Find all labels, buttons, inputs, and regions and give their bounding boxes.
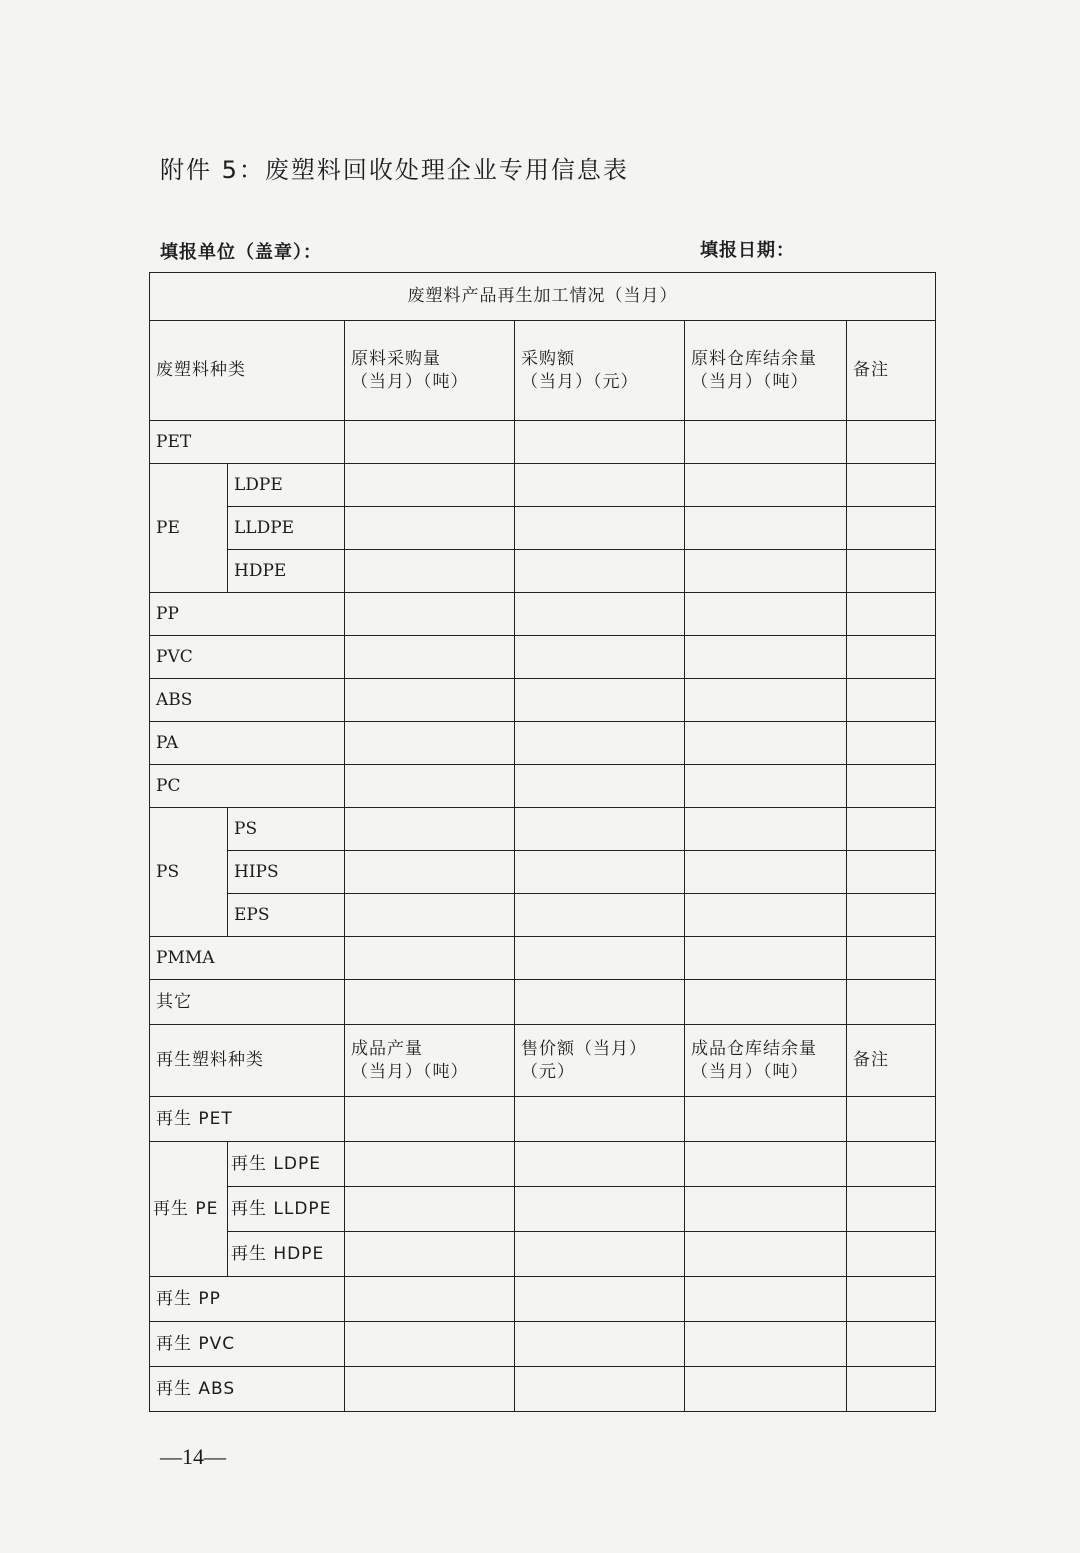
table-caption: 废塑料产品再生加工情况（当月） — [150, 273, 936, 321]
cell-input[interactable] — [515, 636, 685, 679]
cell-input[interactable] — [847, 1142, 936, 1187]
row-label-other: 其它 — [150, 980, 345, 1025]
cell-input[interactable] — [345, 1187, 515, 1232]
cell-input[interactable] — [847, 851, 936, 894]
cell-input[interactable] — [685, 421, 847, 464]
table-row — [150, 636, 936, 679]
cell-input[interactable] — [515, 550, 685, 593]
cell-input[interactable] — [847, 464, 936, 507]
row-label-pvc: PVC — [150, 636, 345, 679]
cell-input[interactable] — [345, 421, 515, 464]
table-row — [150, 980, 936, 1025]
row-label-ldpe: LDPE — [228, 464, 345, 507]
cell-input[interactable] — [685, 636, 847, 679]
row-label-recycled-ldpe: 再生 LDPE — [228, 1142, 345, 1187]
cell-input[interactable] — [847, 1322, 936, 1367]
info-table — [149, 272, 936, 1412]
cell-input[interactable] — [847, 937, 936, 980]
row-group-pe: PE — [150, 464, 228, 593]
cell-input[interactable] — [515, 894, 685, 937]
table-row — [150, 1097, 936, 1142]
row-label-lldpe: LLDPE — [228, 507, 345, 550]
cell-input[interactable] — [847, 1187, 936, 1232]
cell-input[interactable] — [515, 765, 685, 808]
table-row — [150, 894, 936, 937]
row-label-hdpe: HDPE — [228, 550, 345, 593]
row-label-pa: PA — [150, 722, 345, 765]
row-label-ps: PS — [228, 808, 345, 851]
cell-input[interactable] — [345, 1277, 515, 1322]
raw-stock-header: 原料仓库结余量 （当月）（吨） — [685, 321, 847, 421]
purchase-qty-header: 原料采购量 （当月）（吨） — [345, 321, 515, 421]
cell-input[interactable] — [515, 980, 685, 1025]
document-title: 附件 5：废塑料回收处理企业专用信息表 — [160, 156, 629, 184]
cell-input[interactable] — [685, 1142, 847, 1187]
table-row — [150, 593, 936, 636]
row-label-recycled-abs: 再生 ABS — [150, 1367, 345, 1412]
cell-input[interactable] — [515, 593, 685, 636]
cell-input[interactable] — [345, 593, 515, 636]
cell-input[interactable] — [685, 980, 847, 1025]
cell-input[interactable] — [685, 765, 847, 808]
row-label-eps: EPS — [228, 894, 345, 937]
table-row — [150, 1277, 936, 1322]
waste-header-row — [150, 321, 936, 421]
table-row — [150, 1187, 936, 1232]
table-row — [150, 765, 936, 808]
cell-input[interactable] — [515, 1097, 685, 1142]
row-group-ps: PS — [150, 808, 228, 937]
table-row — [150, 937, 936, 980]
cell-input[interactable] — [515, 507, 685, 550]
cell-input[interactable] — [685, 894, 847, 937]
cell-input[interactable] — [345, 1142, 515, 1187]
recycled-header-row — [150, 1025, 936, 1097]
waste-type-header: 废塑料种类 — [150, 321, 345, 421]
cell-input[interactable] — [515, 937, 685, 980]
caption-row — [150, 273, 936, 321]
cell-input[interactable] — [685, 851, 847, 894]
cell-input[interactable] — [685, 679, 847, 722]
cell-input[interactable] — [847, 980, 936, 1025]
cell-input[interactable] — [847, 722, 936, 765]
row-label-recycled-pp: 再生 PP — [150, 1277, 345, 1322]
table-row — [150, 1142, 936, 1187]
cell-input[interactable] — [847, 421, 936, 464]
row-label-recycled-pvc: 再生 PVC — [150, 1322, 345, 1367]
cell-input[interactable] — [345, 1097, 515, 1142]
remarks-header: 备注 — [847, 1025, 936, 1097]
fill-date-label: 填报日期： — [700, 240, 795, 261]
row-label-recycled-lldpe: 再生 LLDPE — [228, 1187, 345, 1232]
cell-input[interactable] — [345, 722, 515, 765]
cell-input[interactable] — [685, 808, 847, 851]
cell-input[interactable] — [847, 550, 936, 593]
cell-input[interactable] — [515, 808, 685, 851]
cell-input[interactable] — [515, 421, 685, 464]
cell-input[interactable] — [847, 1277, 936, 1322]
cell-input[interactable] — [847, 894, 936, 937]
cell-input[interactable] — [515, 1232, 685, 1277]
row-label-pmma: PMMA — [150, 937, 345, 980]
cell-input[interactable] — [847, 808, 936, 851]
cell-input[interactable] — [345, 679, 515, 722]
cell-input[interactable] — [345, 851, 515, 894]
cell-input[interactable] — [515, 851, 685, 894]
cell-input[interactable] — [685, 1232, 847, 1277]
table-row — [150, 1322, 936, 1367]
row-label-pc: PC — [150, 765, 345, 808]
cell-input[interactable] — [345, 980, 515, 1025]
table-row — [150, 851, 936, 894]
table-row — [150, 507, 936, 550]
table-row — [150, 421, 936, 464]
product-stock-header: 成品仓库结余量 （当月）（吨） — [685, 1025, 847, 1097]
cell-input[interactable] — [685, 722, 847, 765]
cell-input[interactable] — [345, 507, 515, 550]
row-label-abs: ABS — [150, 679, 345, 722]
remarks-header: 备注 — [847, 321, 936, 421]
cell-input[interactable] — [345, 894, 515, 937]
page-number: —14— — [160, 1444, 226, 1469]
cell-input[interactable] — [345, 1232, 515, 1277]
cell-input[interactable] — [685, 1367, 847, 1412]
cell-input[interactable] — [515, 679, 685, 722]
table-row — [150, 1367, 936, 1412]
table-row — [150, 464, 936, 507]
cell-input[interactable] — [515, 1142, 685, 1187]
purchase-amount-header: 采购额 （当月）（元） — [515, 321, 685, 421]
cell-input[interactable] — [685, 1187, 847, 1232]
cell-input[interactable] — [847, 507, 936, 550]
table-row — [150, 679, 936, 722]
cell-input[interactable] — [345, 937, 515, 980]
fill-unit-label: 填报单位（盖章）： — [160, 242, 322, 263]
cell-input[interactable] — [685, 464, 847, 507]
row-label-hips: HIPS — [228, 851, 345, 894]
cell-input[interactable] — [515, 1277, 685, 1322]
row-label-recycled-pet: 再生 PET — [150, 1097, 345, 1142]
cell-input[interactable] — [345, 1322, 515, 1367]
cell-input[interactable] — [685, 1097, 847, 1142]
cell-input[interactable] — [685, 550, 847, 593]
table-row — [150, 722, 936, 765]
cell-input[interactable] — [345, 808, 515, 851]
table-row — [150, 550, 936, 593]
table-row — [150, 1232, 936, 1277]
cell-input[interactable] — [515, 464, 685, 507]
cell-input[interactable] — [515, 1322, 685, 1367]
sales-amount-header: 售价额（当月） （元） — [515, 1025, 685, 1097]
cell-input[interactable] — [345, 765, 515, 808]
cell-input[interactable] — [345, 550, 515, 593]
cell-input[interactable] — [847, 1367, 936, 1412]
row-label-recycled-hdpe: 再生 HDPE — [228, 1232, 345, 1277]
cell-input[interactable] — [685, 507, 847, 550]
cell-input[interactable] — [847, 593, 936, 636]
row-label-pp: PP — [150, 593, 345, 636]
cell-input[interactable] — [685, 593, 847, 636]
cell-input[interactable] — [345, 636, 515, 679]
cell-input[interactable] — [685, 937, 847, 980]
cell-input[interactable] — [515, 1187, 685, 1232]
cell-input[interactable] — [345, 1367, 515, 1412]
row-label-pet: PET — [150, 421, 345, 464]
recycled-type-header: 再生塑料种类 — [150, 1025, 345, 1097]
cell-input[interactable] — [685, 1322, 847, 1367]
cell-input[interactable] — [515, 1367, 685, 1412]
cell-input[interactable] — [515, 722, 685, 765]
cell-input[interactable] — [847, 679, 936, 722]
cell-input[interactable] — [847, 1232, 936, 1277]
cell-input[interactable] — [847, 765, 936, 808]
cell-input[interactable] — [345, 464, 515, 507]
output-qty-header: 成品产量 （当月）（吨） — [345, 1025, 515, 1097]
table-row — [150, 808, 936, 851]
row-group-recycled-pe: 再生 PE — [150, 1142, 228, 1277]
cell-input[interactable] — [847, 636, 936, 679]
cell-input[interactable] — [685, 1277, 847, 1322]
cell-input[interactable] — [847, 1097, 936, 1142]
